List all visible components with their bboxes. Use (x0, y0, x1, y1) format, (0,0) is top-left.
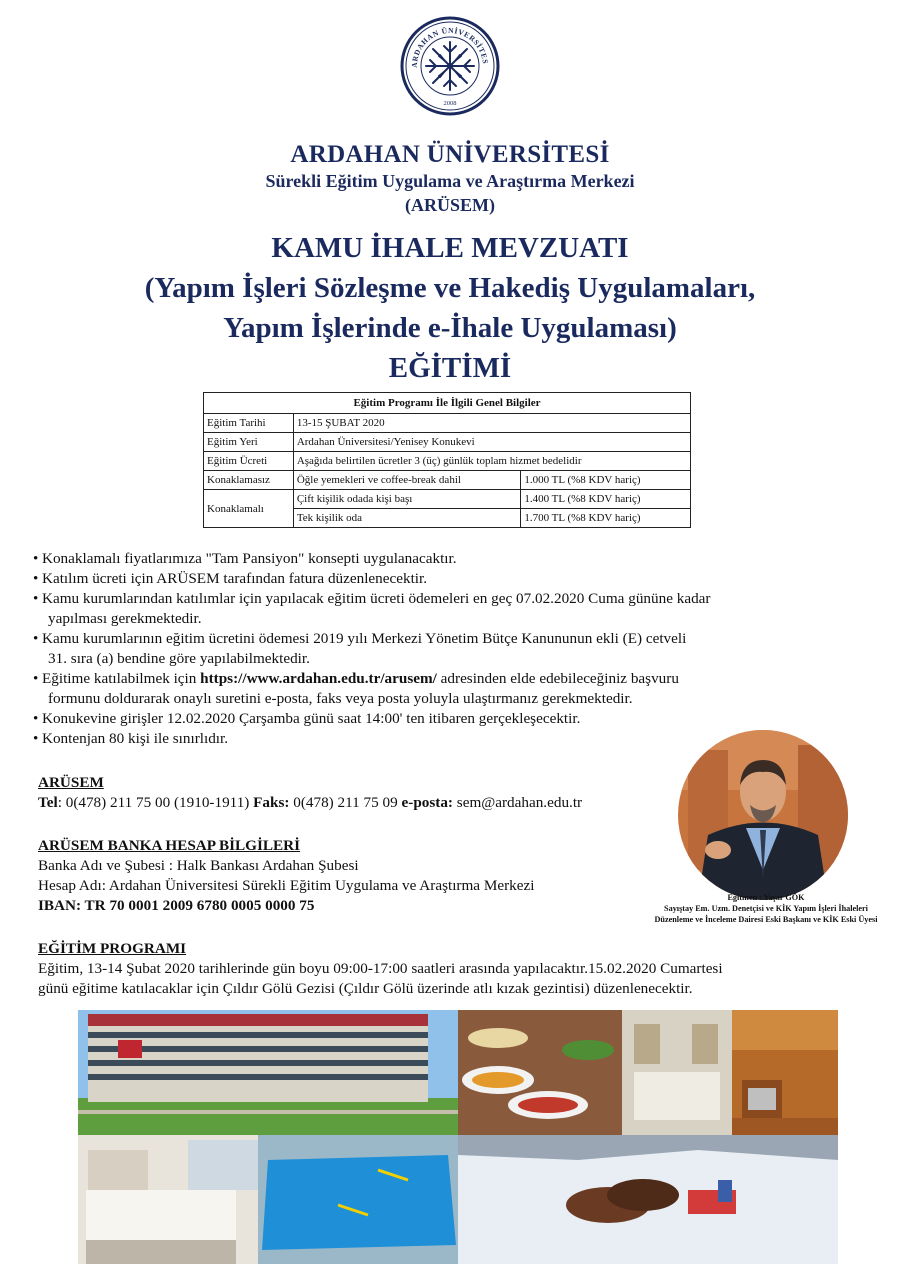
bank-name: Banka Adı ve Şubesi : Halk Bankası Ardahan Şubesi (38, 857, 359, 874)
info-table-title: Eğitim Programı İle İlgili Genel Bilgiler (204, 393, 691, 414)
bank-heading: ARÜSEM BANKA HESAP BİLGİLERİ (38, 837, 301, 854)
contact-heading: ARÜSEM (38, 774, 104, 791)
bullet-quota: • Kontenjan 80 kişi ile sınırlıdır. (34, 729, 824, 749)
account-name: Hesap Adı: Ardahan Üniversitesi Sürekli Eğitim Uygulama ve Araştırma Merkezi (38, 877, 535, 894)
course-title-line-4: EĞİTİMİ (388, 352, 512, 384)
date-label: Eğitim Tarihi (204, 414, 294, 433)
course-title-line-1: KAMU İHALE MEVZUATI (271, 232, 629, 264)
trainer-caption (636, 892, 896, 925)
bullet-budget-law-line2: 31. sıra (a) bendine göre yapılabilmektedir. (48, 650, 310, 667)
trainer-name: Eğitmen : Yaşar GÖK (727, 893, 805, 902)
place-label: Eğitim Yeri (204, 433, 294, 452)
double-room-description: Çift kişilik odada kişi başı (293, 490, 521, 509)
pool-photo (258, 1135, 458, 1264)
no-accommodation-label: Konaklamasız (204, 471, 294, 490)
header (0, 140, 900, 388)
photo-collage (78, 1010, 838, 1264)
bullet-budget-law (34, 629, 824, 669)
date-value: 13-15 ŞUBAT 2020 (293, 414, 690, 433)
bullet-application-post: adresinden elde edebileceğiniz başvuru (436, 670, 679, 687)
center-name: Sürekli Eğitim Uygulama ve Araştırma Merkezi (265, 171, 635, 191)
application-link[interactable]: https://www.ardahan.edu.tr/arusem/ (200, 670, 437, 687)
logo-arc-text: ARDAHAN ÜNİVERSİTES (409, 25, 490, 68)
fax-value: 0(478) 211 75 09 (289, 794, 402, 811)
email-value[interactable]: sem@ardahan.edu.tr (453, 794, 583, 811)
no-accommodation-price: 1.000 TL (%8 KDV hariç) (521, 471, 691, 490)
program-section (38, 939, 723, 999)
program-heading: EĞİTİM PROGRAMI (38, 940, 187, 957)
no-accommodation-description: Öğle yemekleri ve coffee-break dahil (293, 471, 521, 490)
course-title-line-2: (Yapım İşleri Sözleşme ve Hakediş Uygulamaları, (144, 272, 756, 304)
place-value: Ardahan Üniversitesi/Yenisey Konukevi (293, 433, 690, 452)
university-name: ARDAHAN ÜNİVERSİTESİ (290, 141, 610, 168)
course-title-line-3: Yapım İşlerinde e-İhale Uygulaması) (223, 312, 677, 344)
bullet-application-pre: Eğitime katılabilmek için (42, 670, 201, 687)
sleigh-photo (458, 1135, 838, 1264)
center-abbreviation: (ARÜSEM) (405, 195, 495, 215)
contact-section (38, 773, 582, 813)
email-label: e-posta: (401, 794, 453, 811)
fee-label: Eğitim Ücreti (204, 452, 294, 471)
university-logo (400, 16, 500, 116)
tel-label: Tel (38, 794, 58, 811)
fee-note: Aşağıda belirtilen ücretler 3 (üç) günlük toplam hizmet bedelidir (293, 452, 690, 471)
hamam-photo (622, 1010, 732, 1135)
double-room-price: 1.400 TL (%8 KDV hariç) (521, 490, 691, 509)
tel-value: : 0(478) 211 75 00 (1910-1911) (57, 794, 254, 811)
bedroom-photo (78, 1135, 258, 1264)
course-title (0, 228, 900, 388)
bullet-invoice: • Katılım ücreti için ARÜSEM tarafından fatura düzenlenecektir. (34, 569, 824, 589)
sauna-photo (732, 1010, 838, 1135)
bullet-check-in: • Konukevine girişler 12.02.2020 Çarşamba günü saat 14:00' ten itibaren gerçekleşecektir. (34, 709, 824, 729)
bullet-full-board: • Konaklamalı fiyatlarımıza "Tam Pansiyon" konsepti uygulanacaktır. (34, 549, 824, 569)
bullet-payment-deadline (34, 589, 824, 629)
program-line-2: günü eğitime katılacaklar için Çıldır Gölü Gezisi (Çıldır Gölü üzerinde atlı kızak gezintisi) düzenlenecektir. (38, 980, 693, 997)
info-table (203, 392, 691, 528)
buffet-photo (458, 1010, 622, 1135)
info-bullets (34, 549, 824, 749)
bullet-application (34, 669, 824, 709)
bullet-budget-law-line1: Kamu kurumlarının eğitim ücretini ödemesi 2019 yılı Merkezi Yönetim Bütçe Kanununun ekli (E) cetveli (42, 630, 687, 647)
contact-line (38, 793, 582, 813)
program-line-1: Eğitim, 13-14 Şubat 2020 tarihlerinde gün boyu 09:00-17:00 saatleri arasında yapılacaktır.15.02.2020 Cumartesi (38, 960, 723, 977)
building-photo (78, 1010, 458, 1135)
bullet-payment-deadline-line1: Kamu kurumlarından katılımlar için yapılacak eğitim ücreti ödemeleri en geç 07.02.2020 Cuma gününe kadar (42, 590, 711, 607)
accommodation-label: Konaklamalı (204, 490, 294, 528)
single-room-price: 1.700 TL (%8 KDV hariç) (521, 509, 691, 528)
trainer-title-line1: Sayıştay Em. Uzm. Denetçisi ve KİK Yapım İşleri İhaleleri (664, 904, 868, 913)
bullet-payment-deadline-line2: yapılması gerekmektedir. (48, 610, 202, 627)
trainer-title-line2: Düzenleme ve İnceleme Dairesi Eski Başkanı ve KİK Eski Üyesi (654, 915, 878, 924)
fax-label: Faks: (253, 794, 290, 811)
bank-section (38, 836, 534, 916)
bullet-application-line2: formunu doldurarak onaylı suretini e-posta, faks veya posta yoluyla ulaştırmanız gerekmektedir. (48, 690, 633, 707)
logo-year: 2008 (443, 100, 457, 107)
trainer-photo (678, 730, 848, 900)
iban: IBAN: TR 70 0001 2009 6780 0005 0000 75 (38, 897, 315, 914)
single-room-description: Tek kişilik oda (293, 509, 521, 528)
